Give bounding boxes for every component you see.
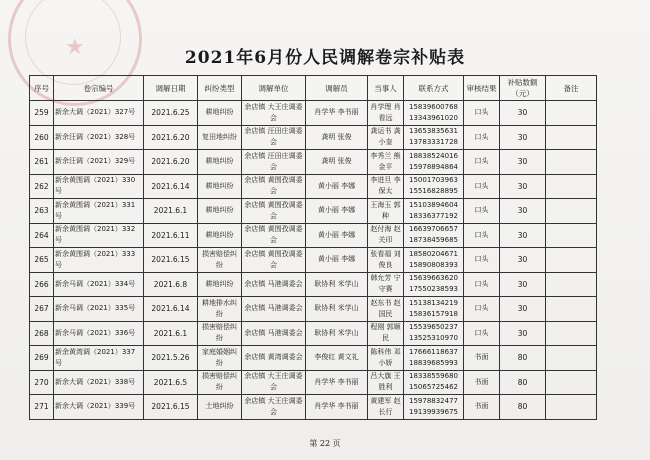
mediation-unit: 余店镇 马港调委会: [242, 272, 306, 297]
table-row: [30, 346, 597, 371]
row-number: 266: [30, 272, 54, 297]
case-number: 新余黄围调（2021）330号: [54, 174, 144, 199]
mediation-date: 2021.6.15: [144, 248, 198, 273]
review-result: 口头: [464, 248, 500, 273]
contact-info: 18838524016 15978894864: [404, 150, 464, 175]
subsidy-amount: 80: [500, 370, 546, 395]
subsidy-amount: 80: [500, 395, 546, 420]
mediation-date: 2021.6.20: [144, 150, 198, 175]
seal-star-icon: ★: [65, 35, 85, 60]
subsidy-amount: 30: [500, 248, 546, 273]
mediation-date: 2021.6.20: [144, 125, 198, 150]
contact-info: 15001703963 15516828895: [404, 174, 464, 199]
parties: 李进旦 李保太: [368, 174, 404, 199]
row-number: 271: [30, 395, 54, 420]
mediation-unit: 余店镇 大王庄调委会: [242, 101, 306, 126]
case-number: 新余马调（2021）335号: [54, 297, 144, 322]
table-row: [30, 174, 597, 199]
dispute-type: 损害赔偿纠纷: [198, 248, 242, 273]
table-header-row: [30, 76, 597, 101]
table-row: [30, 395, 597, 420]
dispute-type: 耕地纠纷: [198, 223, 242, 248]
dispute-type: 复田地纠纷: [198, 125, 242, 150]
case-number: 新余马调（2021）334号: [54, 272, 144, 297]
dispute-type: 耕地纠纷: [198, 272, 242, 297]
remark: [546, 223, 597, 248]
mediator: 肖学华 李书丽: [306, 395, 368, 420]
review-result: 口头: [464, 223, 500, 248]
remark: [546, 199, 597, 224]
mediation-date: 2021.6.25: [144, 101, 198, 126]
contact-info: 15639663620 17550238593: [404, 272, 464, 297]
mediation-date: 2021.5.26: [144, 346, 198, 371]
review-result: 口头: [464, 150, 500, 175]
mediator: 龚明 张俊: [306, 125, 368, 150]
dispute-type: 家庭婚姻纠纷: [198, 346, 242, 371]
subsidy-amount: 30: [500, 174, 546, 199]
dispute-type: 耕地纠纷: [198, 101, 242, 126]
mediation-unit: 余店镇 大王庄调委会: [242, 370, 306, 395]
review-result: 口头: [464, 125, 500, 150]
case-number: 新余汪调（2021）329号: [54, 150, 144, 175]
mediation-date: 2021.6.14: [144, 297, 198, 322]
table-row: [30, 248, 597, 273]
mediation-date: 2021.6.15: [144, 395, 198, 420]
mediator: 耿协利 米学山: [306, 272, 368, 297]
table-row: [30, 321, 597, 346]
mediator: 耿协利 米学山: [306, 321, 368, 346]
mediation-date: 2021.6.14: [144, 174, 198, 199]
subsidy-amount: 30: [500, 125, 546, 150]
table-row: [30, 370, 597, 395]
review-result: 口头: [464, 199, 500, 224]
dispute-type: 耕地纠纷: [198, 199, 242, 224]
review-result: 书面: [464, 346, 500, 371]
mediation-unit: 余店镇 汪田庄调委会: [242, 150, 306, 175]
case-number: 新余黄围调（2021）332号: [54, 223, 144, 248]
column-header: 补贴数额（元）: [500, 76, 546, 101]
table-body: [30, 101, 597, 420]
dispute-type: 耕地纠纷: [198, 150, 242, 175]
column-header: 调解员: [306, 76, 368, 101]
mediator: 黄小丽 李娜: [306, 174, 368, 199]
mediation-date: 2021.6.8: [144, 272, 198, 297]
contact-info: 15103894604 18336377192: [404, 199, 464, 224]
column-header: 调解单位: [242, 76, 306, 101]
table-row: [30, 101, 597, 126]
dispute-type: 耕地排水纠纷: [198, 297, 242, 322]
subsidy-amount: 30: [500, 199, 546, 224]
subsidy-amount: 30: [500, 101, 546, 126]
remark: [546, 321, 597, 346]
row-number: 267: [30, 297, 54, 322]
dispute-type: 损害赔偿纠纷: [198, 370, 242, 395]
case-number: 新余大调（2021）327号: [54, 101, 144, 126]
row-number: 265: [30, 248, 54, 273]
table-row: [30, 297, 597, 322]
column-header: 纠纷类型: [198, 76, 242, 101]
contact-info: 16639706657 18738459685: [404, 223, 464, 248]
column-header: 调解日期: [144, 76, 198, 101]
table-row: [30, 272, 597, 297]
table-row: [30, 223, 597, 248]
mediation-unit: 余店镇 马港调委会: [242, 297, 306, 322]
column-header: 序号: [30, 76, 54, 101]
parties: 韩允芳 宁守赛: [368, 272, 404, 297]
parties: 张看福 刘俊良: [368, 248, 404, 273]
case-number: 新余黄围调（2021）331号: [54, 199, 144, 224]
row-number: 259: [30, 101, 54, 126]
parties: 吕大旗 王胜利: [368, 370, 404, 395]
mediator: 肖学华 李书丽: [306, 370, 368, 395]
row-number: 269: [30, 346, 54, 371]
remark: [546, 101, 597, 126]
remark: [546, 346, 597, 371]
contact-info: 15978832477 19139939675: [404, 395, 464, 420]
subsidy-amount: 30: [500, 321, 546, 346]
page-title: 2021年6月份人民调解卷宗补贴表: [184, 48, 466, 68]
parties: 龚运书 龚小奎: [368, 125, 404, 150]
review-result: 口头: [464, 297, 500, 322]
subsidy-amount: 30: [500, 272, 546, 297]
mediation-unit: 余店镇 黄围孜调委会: [242, 199, 306, 224]
review-result: 口头: [464, 101, 500, 126]
table-row: [30, 199, 597, 224]
mediator: 肖学华 李书丽: [306, 101, 368, 126]
mediation-unit: 余店镇 黄湾调委会: [242, 346, 306, 371]
remark: [546, 248, 597, 273]
case-number: 新余汪调（2021）328号: [54, 125, 144, 150]
contact-info: 17666118637 18839685993: [404, 346, 464, 371]
row-number: 270: [30, 370, 54, 395]
remark: [546, 297, 597, 322]
remark: [546, 370, 597, 395]
parties: 赵付海 赵关印: [368, 223, 404, 248]
remark: [546, 272, 597, 297]
parties: 陈科伟 邓小娇: [368, 346, 404, 371]
mediator: 黄小丽 李娜: [306, 248, 368, 273]
case-number: 新余大调（2021）339号: [54, 395, 144, 420]
mediation-date: 2021.6.11: [144, 223, 198, 248]
mediation-unit: 余店镇 马港调委会: [242, 321, 306, 346]
parties: 黄建军 赵长行: [368, 395, 404, 420]
mediation-unit: 余店镇 大王庄调委会: [242, 395, 306, 420]
dispute-type: 损害赔偿纠纷: [198, 321, 242, 346]
parties: 王海玉 郭种: [368, 199, 404, 224]
mediation-date: 2021.6.1: [144, 321, 198, 346]
mediation-unit: 余店镇 黄围孜调委会: [242, 248, 306, 273]
mediator: 龚明 张俊: [306, 150, 368, 175]
parties: 程刚 郭顺民: [368, 321, 404, 346]
subsidy-amount: 80: [500, 346, 546, 371]
contact-info: 15539650237 13525310970: [404, 321, 464, 346]
subsidy-amount: 30: [500, 223, 546, 248]
mediator: 李俊红 黄文礼: [306, 346, 368, 371]
page-number: 第 22 页: [309, 439, 341, 448]
mediator: 黄小丽 李娜: [306, 199, 368, 224]
row-number: 264: [30, 223, 54, 248]
column-header: 备注: [546, 76, 597, 101]
dispute-type: 耕地纠纷: [198, 174, 242, 199]
remark: [546, 125, 597, 150]
mediation-unit: 余店镇 黄围孜调委会: [242, 223, 306, 248]
review-result: 口头: [464, 272, 500, 297]
contact-info: 18338559680 15065725462: [404, 370, 464, 395]
case-number: 新余黄湾调（2021）337号: [54, 346, 144, 371]
parties: 赵东书 赵国民: [368, 297, 404, 322]
remark: [546, 150, 597, 175]
mediation-date: 2021.6.1: [144, 199, 198, 224]
subsidy-amount: 30: [500, 297, 546, 322]
case-number: 新余大调（2021）338号: [54, 370, 144, 395]
case-number: 新余马调（2021）336号: [54, 321, 144, 346]
row-number: 260: [30, 125, 54, 150]
row-number: 262: [30, 174, 54, 199]
subsidy-table: [29, 75, 597, 420]
table-row: [30, 150, 597, 175]
row-number: 261: [30, 150, 54, 175]
contact-info: 15839600768 13343961020: [404, 101, 464, 126]
parties: 肖学理 肖看远: [368, 101, 404, 126]
column-header: 卷宗编号: [54, 76, 144, 101]
column-header: 联系方式: [404, 76, 464, 101]
column-header: 当事人: [368, 76, 404, 101]
contact-info: 15138134219 15836157918: [404, 297, 464, 322]
mediation-unit: 余店镇 黄围孜调委会: [242, 174, 306, 199]
mediator: 黄小丽 李娜: [306, 223, 368, 248]
review-result: 口头: [464, 174, 500, 199]
mediation-date: 2021.6.5: [144, 370, 198, 395]
table-row: [30, 125, 597, 150]
row-number: 268: [30, 321, 54, 346]
review-result: 书面: [464, 370, 500, 395]
remark: [546, 174, 597, 199]
contact-info: 18580204671 15890808393: [404, 248, 464, 273]
review-result: 书面: [464, 395, 500, 420]
column-header: 审核结果: [464, 76, 500, 101]
dispute-type: 土地纠纷: [198, 395, 242, 420]
row-number: 263: [30, 199, 54, 224]
case-number: 新余黄围调（2021）333号: [54, 248, 144, 273]
mediation-unit: 余店镇 汪田庄调委会: [242, 125, 306, 150]
contact-info: 13653835631 13783331728: [404, 125, 464, 150]
mediator: 耿协利 米学山: [306, 297, 368, 322]
review-result: 口头: [464, 321, 500, 346]
subsidy-amount: 30: [500, 150, 546, 175]
remark: [546, 395, 597, 420]
parties: 李秀兰 熊金平: [368, 150, 404, 175]
